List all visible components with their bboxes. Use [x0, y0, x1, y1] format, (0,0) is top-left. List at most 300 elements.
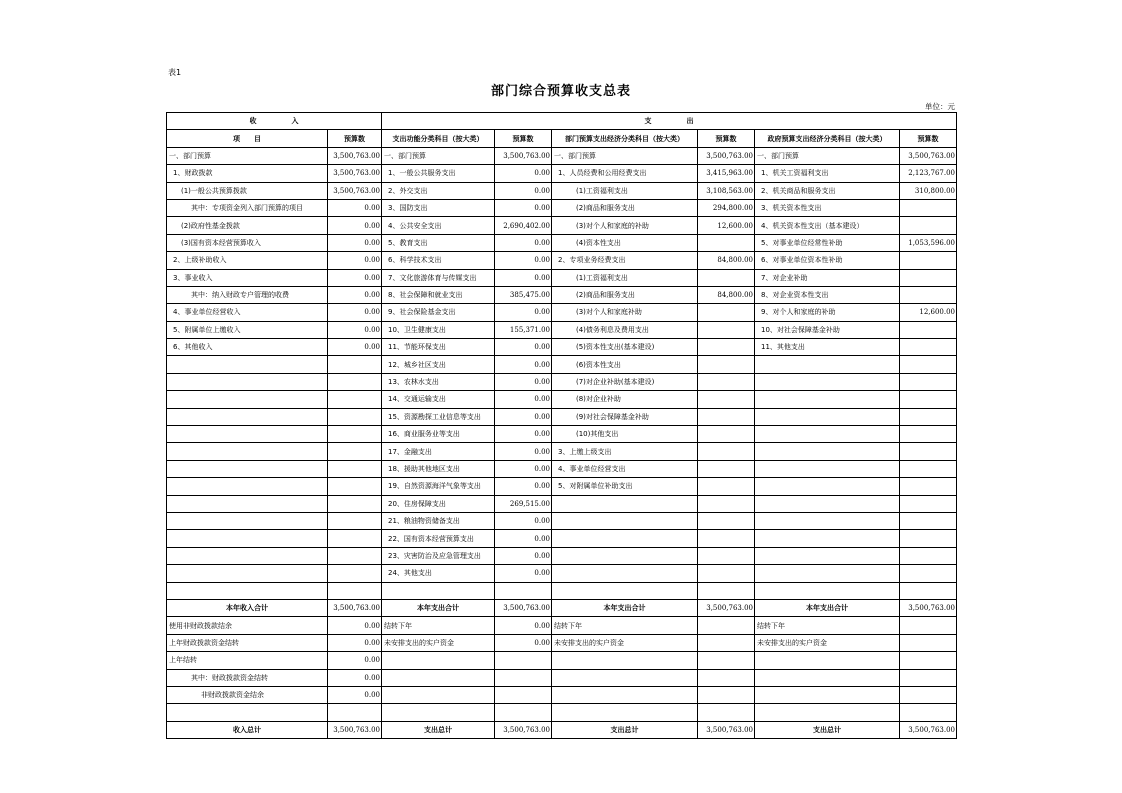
item-cell: 一、部门预算	[552, 147, 698, 164]
amount-cell	[328, 530, 382, 547]
item-cell: 23、灾害防治及应急管理支出	[382, 547, 495, 564]
amount-cell	[900, 478, 957, 495]
table-row	[167, 617, 957, 634]
amount-cell	[328, 408, 382, 425]
amount-cell: 2,123,767.00	[900, 165, 957, 182]
item-cell: (2)商品和服务支出	[552, 199, 698, 216]
amount-cell	[698, 460, 755, 477]
col-item-header: 项 目	[167, 130, 328, 147]
amount-cell	[328, 426, 382, 443]
item-cell	[552, 530, 698, 547]
amount-cell: 0.00	[495, 512, 552, 529]
item-cell: (4)债务利息及费用支出	[552, 321, 698, 338]
item-cell: (5)资本性支出(基本建设)	[552, 339, 698, 356]
amount-cell	[698, 373, 755, 390]
amount-cell	[900, 443, 957, 460]
column-header-row	[167, 130, 957, 147]
table-row	[167, 252, 957, 269]
item-cell: (10)其他支出	[552, 426, 698, 443]
table-row	[167, 234, 957, 251]
amount-cell	[900, 582, 957, 599]
amount-cell: 0.00	[495, 443, 552, 460]
item-cell: 7、文化旅游体育与传媒支出	[382, 269, 495, 286]
amount-cell: 3,500,763.00	[328, 165, 382, 182]
item-cell: 一、部门预算	[755, 147, 900, 164]
table-row	[167, 547, 957, 564]
amount-cell	[328, 704, 382, 721]
item-cell	[755, 512, 900, 529]
item-cell	[755, 426, 900, 443]
amount-cell: 0.00	[328, 686, 382, 703]
item-cell: (8)对企业补助	[552, 391, 698, 408]
income-header: 收 入	[167, 113, 382, 130]
item-cell	[167, 512, 328, 529]
amount-cell: 385,475.00	[495, 286, 552, 303]
item-cell	[755, 460, 900, 477]
item-cell: 4、事业单位经营支出	[552, 460, 698, 477]
item-cell: 4、事业单位经营收入	[167, 304, 328, 321]
item-cell: (1)一般公共预算拨款	[167, 182, 328, 199]
table-row	[167, 669, 957, 686]
col-budget-header: 预算数	[698, 130, 755, 147]
item-cell: (1)工资福利支出	[552, 269, 698, 286]
amount-cell	[900, 565, 957, 582]
amount-cell	[900, 252, 957, 269]
amount-cell: 0.00	[495, 339, 552, 356]
amount-cell: 12,600.00	[698, 217, 755, 234]
table-row	[167, 512, 957, 529]
item-cell: 11、节能环保支出	[382, 339, 495, 356]
item-cell: 2、上级补助收入	[167, 252, 328, 269]
item-cell	[755, 373, 900, 390]
amount-cell	[495, 582, 552, 599]
amount-cell	[698, 478, 755, 495]
amount-cell	[698, 547, 755, 564]
item-cell: 上年结转	[167, 652, 328, 669]
item-cell: 18、援助其他地区支出	[382, 460, 495, 477]
amount-cell	[328, 460, 382, 477]
item-cell: 9、对个人和家庭的补助	[755, 304, 900, 321]
amount-cell: 12,600.00	[900, 304, 957, 321]
item-cell: 上年财政拨款资金结转	[167, 634, 328, 651]
item-cell: 收入总计	[167, 721, 328, 738]
table-row	[167, 304, 957, 321]
col-dept-econ-header: 部门预算支出经济分类科目（按大类）	[552, 130, 698, 147]
table-row	[167, 599, 957, 616]
item-cell	[167, 391, 328, 408]
item-cell: 非财政拨款资金结余	[167, 686, 328, 703]
item-cell	[382, 669, 495, 686]
amount-cell	[328, 391, 382, 408]
amount-cell	[698, 565, 755, 582]
amount-cell: 0.00	[328, 217, 382, 234]
amount-cell: 0.00	[328, 234, 382, 251]
item-cell: (1)工资福利支出	[552, 182, 698, 199]
item-cell: 本年支出合计	[755, 599, 900, 616]
amount-cell	[698, 669, 755, 686]
amount-cell	[698, 652, 755, 669]
item-cell: 1、一般公共服务支出	[382, 165, 495, 182]
table-row	[167, 721, 957, 738]
item-cell: (9)对社会保障基金补助	[552, 408, 698, 425]
amount-cell	[698, 269, 755, 286]
amount-cell	[495, 686, 552, 703]
item-cell	[552, 565, 698, 582]
item-cell: 未安排支出的实户资金	[755, 634, 900, 651]
amount-cell	[698, 356, 755, 373]
table-row	[167, 286, 957, 303]
item-cell: 结转下年	[552, 617, 698, 634]
amount-cell	[495, 652, 552, 669]
amount-cell	[328, 356, 382, 373]
item-cell	[167, 704, 328, 721]
amount-cell	[328, 373, 382, 390]
amount-cell: 0.00	[328, 321, 382, 338]
table-row	[167, 391, 957, 408]
amount-cell: 0.00	[328, 634, 382, 651]
table-row	[167, 530, 957, 547]
amount-cell: 0.00	[495, 182, 552, 199]
amount-cell	[900, 199, 957, 216]
amount-cell: 2,690,402.00	[495, 217, 552, 234]
amount-cell: 3,500,763.00	[698, 147, 755, 164]
item-cell: 10、卫生健康支出	[382, 321, 495, 338]
item-cell	[755, 582, 900, 599]
item-cell: 8、社会保障和就业支出	[382, 286, 495, 303]
item-cell: 6、其他收入	[167, 339, 328, 356]
col-func-header: 支出功能分类科目（按大类）	[382, 130, 495, 147]
amount-cell	[698, 617, 755, 634]
item-cell: 一、部门预算	[382, 147, 495, 164]
item-cell	[755, 547, 900, 564]
col-budget-header: 预算数	[900, 130, 957, 147]
item-cell	[755, 565, 900, 582]
amount-cell	[698, 426, 755, 443]
item-cell: 支出总计	[755, 721, 900, 738]
amount-cell	[698, 582, 755, 599]
item-cell	[755, 530, 900, 547]
item-cell: 支出总计	[382, 721, 495, 738]
amount-cell: 3,500,763.00	[900, 599, 957, 616]
table-row	[167, 269, 957, 286]
item-cell: 未安排支出的实户资金	[382, 634, 495, 651]
amount-cell	[698, 704, 755, 721]
amount-cell: 0.00	[495, 199, 552, 216]
item-cell	[552, 652, 698, 669]
item-cell: 2、专项业务经费支出	[552, 252, 698, 269]
amount-cell: 0.00	[495, 565, 552, 582]
item-cell: 5、对附属单位补助支出	[552, 478, 698, 495]
item-cell: 22、国有资本经营预算支出	[382, 530, 495, 547]
item-cell: 12、城乡社区支出	[382, 356, 495, 373]
amount-cell	[698, 495, 755, 512]
table-row	[167, 495, 957, 512]
amount-cell: 0.00	[495, 234, 552, 251]
col-budget-header: 预算数	[328, 130, 382, 147]
item-cell: 6、对事业单位资本性补助	[755, 252, 900, 269]
amount-cell: 0.00	[495, 269, 552, 286]
item-cell	[755, 408, 900, 425]
item-cell: 结转下年	[382, 617, 495, 634]
amount-cell: 0.00	[328, 199, 382, 216]
table-row	[167, 199, 957, 216]
item-cell	[382, 704, 495, 721]
amount-cell: 155,371.00	[495, 321, 552, 338]
item-cell: 结转下年	[755, 617, 900, 634]
amount-cell: 0.00	[495, 165, 552, 182]
item-cell: 支出总计	[552, 721, 698, 738]
amount-cell	[900, 286, 957, 303]
item-cell	[552, 669, 698, 686]
item-cell	[382, 652, 495, 669]
item-cell: 10、对社会保障基金补助	[755, 321, 900, 338]
amount-cell	[698, 391, 755, 408]
amount-cell	[328, 547, 382, 564]
amount-cell	[328, 478, 382, 495]
table-row	[167, 478, 957, 495]
amount-cell	[900, 460, 957, 477]
amount-cell: 0.00	[495, 391, 552, 408]
item-cell	[755, 478, 900, 495]
budget-table	[166, 112, 957, 739]
item-cell	[167, 530, 328, 547]
item-cell	[167, 460, 328, 477]
item-cell: 未安排支出的实户资金	[552, 634, 698, 651]
amount-cell: 1,053,596.00	[900, 234, 957, 251]
amount-cell: 0.00	[495, 426, 552, 443]
table-row	[167, 373, 957, 390]
item-cell: 1、人员经费和公用经费支出	[552, 165, 698, 182]
item-cell	[382, 582, 495, 599]
item-cell: 2、外交支出	[382, 182, 495, 199]
amount-cell: 0.00	[328, 269, 382, 286]
amount-cell: 3,500,763.00	[495, 721, 552, 738]
item-cell	[755, 391, 900, 408]
amount-cell	[698, 686, 755, 703]
item-cell: 4、机关资本性支出（基本建设）	[755, 217, 900, 234]
item-cell	[552, 704, 698, 721]
item-cell: 7、对企业补助	[755, 269, 900, 286]
amount-cell	[900, 217, 957, 234]
amount-cell: 3,500,763.00	[495, 147, 552, 164]
amount-cell: 3,500,763.00	[495, 599, 552, 616]
amount-cell	[900, 669, 957, 686]
item-cell: 9、社会保险基金支出	[382, 304, 495, 321]
amount-cell	[900, 269, 957, 286]
table-row	[167, 321, 957, 338]
amount-cell: 0.00	[495, 478, 552, 495]
item-cell: 1、财政拨款	[167, 165, 328, 182]
item-cell	[755, 704, 900, 721]
item-cell	[755, 495, 900, 512]
amount-cell	[900, 408, 957, 425]
amount-cell: 3,500,763.00	[328, 182, 382, 199]
amount-cell	[900, 321, 957, 338]
table-row	[167, 182, 957, 199]
amount-cell	[495, 669, 552, 686]
item-cell: 3、上缴上级支出	[552, 443, 698, 460]
amount-cell	[900, 356, 957, 373]
table-row	[167, 443, 957, 460]
table-row	[167, 582, 957, 599]
item-cell: 5、教育支出	[382, 234, 495, 251]
amount-cell: 0.00	[495, 634, 552, 651]
item-cell: 14、交通运输支出	[382, 391, 495, 408]
amount-cell	[900, 339, 957, 356]
amount-cell: 0.00	[495, 252, 552, 269]
amount-cell	[698, 530, 755, 547]
amount-cell	[328, 512, 382, 529]
expense-header: 支 出	[382, 113, 957, 130]
amount-cell	[900, 391, 957, 408]
item-cell	[167, 443, 328, 460]
amount-cell: 0.00	[328, 339, 382, 356]
item-cell: 3、机关资本性支出	[755, 199, 900, 216]
amount-cell: 84,800.00	[698, 286, 755, 303]
item-cell	[167, 565, 328, 582]
amount-cell: 0.00	[495, 547, 552, 564]
amount-cell: 3,500,763.00	[900, 147, 957, 164]
amount-cell: 0.00	[495, 356, 552, 373]
item-cell	[755, 356, 900, 373]
item-cell: 其中：纳入财政专户管理的收费	[167, 286, 328, 303]
item-cell	[382, 686, 495, 703]
item-cell	[167, 426, 328, 443]
item-cell	[755, 652, 900, 669]
amount-cell: 0.00	[495, 617, 552, 634]
amount-cell: 3,500,763.00	[328, 721, 382, 738]
item-cell: 20、住房保障支出	[382, 495, 495, 512]
amount-cell: 0.00	[328, 652, 382, 669]
item-cell: 3、国防支出	[382, 199, 495, 216]
item-cell: 本年支出合计	[382, 599, 495, 616]
amount-cell: 3,500,763.00	[328, 599, 382, 616]
item-cell: 11、其他支出	[755, 339, 900, 356]
amount-cell	[900, 495, 957, 512]
col-budget-header: 预算数	[495, 130, 552, 147]
amount-cell	[495, 704, 552, 721]
amount-cell: 0.00	[495, 460, 552, 477]
section-header-row	[167, 113, 957, 130]
amount-cell: 0.00	[328, 304, 382, 321]
item-cell: 6、科学技术支出	[382, 252, 495, 269]
amount-cell	[698, 339, 755, 356]
amount-cell: 3,500,763.00	[698, 599, 755, 616]
item-cell: (4)资本性支出	[552, 234, 698, 251]
table-row	[167, 686, 957, 703]
amount-cell: 3,500,763.00	[698, 721, 755, 738]
amount-cell	[900, 652, 957, 669]
table-number: 表1	[168, 68, 182, 77]
item-cell: 2、机关商品和服务支出	[755, 182, 900, 199]
item-cell: (3)对个人和家庭的补助	[552, 217, 698, 234]
item-cell	[755, 686, 900, 703]
item-cell	[552, 512, 698, 529]
amount-cell: 0.00	[328, 252, 382, 269]
amount-cell	[698, 234, 755, 251]
amount-cell	[698, 408, 755, 425]
item-cell: (2)商品和服务支出	[552, 286, 698, 303]
table-row	[167, 704, 957, 721]
col-gov-econ-header: 政府预算支出经济分类科目（按大类）	[755, 130, 900, 147]
item-cell: 15、资源勘探工业信息等支出	[382, 408, 495, 425]
amount-cell	[900, 634, 957, 651]
item-cell	[167, 547, 328, 564]
amount-cell: 0.00	[495, 304, 552, 321]
amount-cell: 0.00	[495, 373, 552, 390]
amount-cell	[698, 634, 755, 651]
amount-cell	[900, 686, 957, 703]
amount-cell	[328, 443, 382, 460]
table-row	[167, 634, 957, 651]
item-cell: 5、附属单位上缴收入	[167, 321, 328, 338]
item-cell: 本年收入合计	[167, 599, 328, 616]
table-row	[167, 339, 957, 356]
table-row	[167, 356, 957, 373]
table-row	[167, 426, 957, 443]
item-cell	[552, 686, 698, 703]
item-cell	[552, 582, 698, 599]
amount-cell	[900, 530, 957, 547]
amount-cell: 269,515.00	[495, 495, 552, 512]
item-cell: 4、公共安全支出	[382, 217, 495, 234]
item-cell: 一、部门预算	[167, 147, 328, 164]
item-cell: (3)对个人和家庭补助	[552, 304, 698, 321]
item-cell: 13、农林水支出	[382, 373, 495, 390]
item-cell: (2)政府性基金拨款	[167, 217, 328, 234]
item-cell: (3)国有资本经营预算收入	[167, 234, 328, 251]
amount-cell: 0.00	[328, 669, 382, 686]
item-cell: (7)对企业补助(基本建设)	[552, 373, 698, 390]
amount-cell	[698, 304, 755, 321]
amount-cell	[900, 704, 957, 721]
amount-cell	[900, 512, 957, 529]
item-cell: 19、自然资源海洋气象等支出	[382, 478, 495, 495]
amount-cell: 3,500,763.00	[328, 147, 382, 164]
item-cell	[167, 408, 328, 425]
item-cell	[755, 443, 900, 460]
item-cell	[755, 669, 900, 686]
item-cell: 17、金融支出	[382, 443, 495, 460]
amount-cell: 3,415,963.00	[698, 165, 755, 182]
item-cell	[552, 547, 698, 564]
table-row	[167, 408, 957, 425]
item-cell: 其中：专项资金列入部门预算的项目	[167, 199, 328, 216]
item-cell	[167, 373, 328, 390]
item-cell: (6)资本性支出	[552, 356, 698, 373]
item-cell: 3、事业收入	[167, 269, 328, 286]
item-cell	[552, 495, 698, 512]
amount-cell: 3,108,563.00	[698, 182, 755, 199]
amount-cell	[900, 426, 957, 443]
amount-cell: 84,800.00	[698, 252, 755, 269]
amount-cell: 294,800.00	[698, 199, 755, 216]
amount-cell: 0.00	[328, 617, 382, 634]
item-cell	[167, 356, 328, 373]
amount-cell	[900, 373, 957, 390]
amount-cell: 310,800.00	[900, 182, 957, 199]
amount-cell	[900, 617, 957, 634]
item-cell	[167, 582, 328, 599]
item-cell: 1、机关工资福利支出	[755, 165, 900, 182]
amount-cell	[698, 443, 755, 460]
item-cell	[167, 478, 328, 495]
amount-cell: 0.00	[328, 286, 382, 303]
item-cell: 8、对企业资本性支出	[755, 286, 900, 303]
item-cell: 本年支出合计	[552, 599, 698, 616]
amount-cell: 0.00	[495, 530, 552, 547]
item-cell: 使用非财政拨款结余	[167, 617, 328, 634]
